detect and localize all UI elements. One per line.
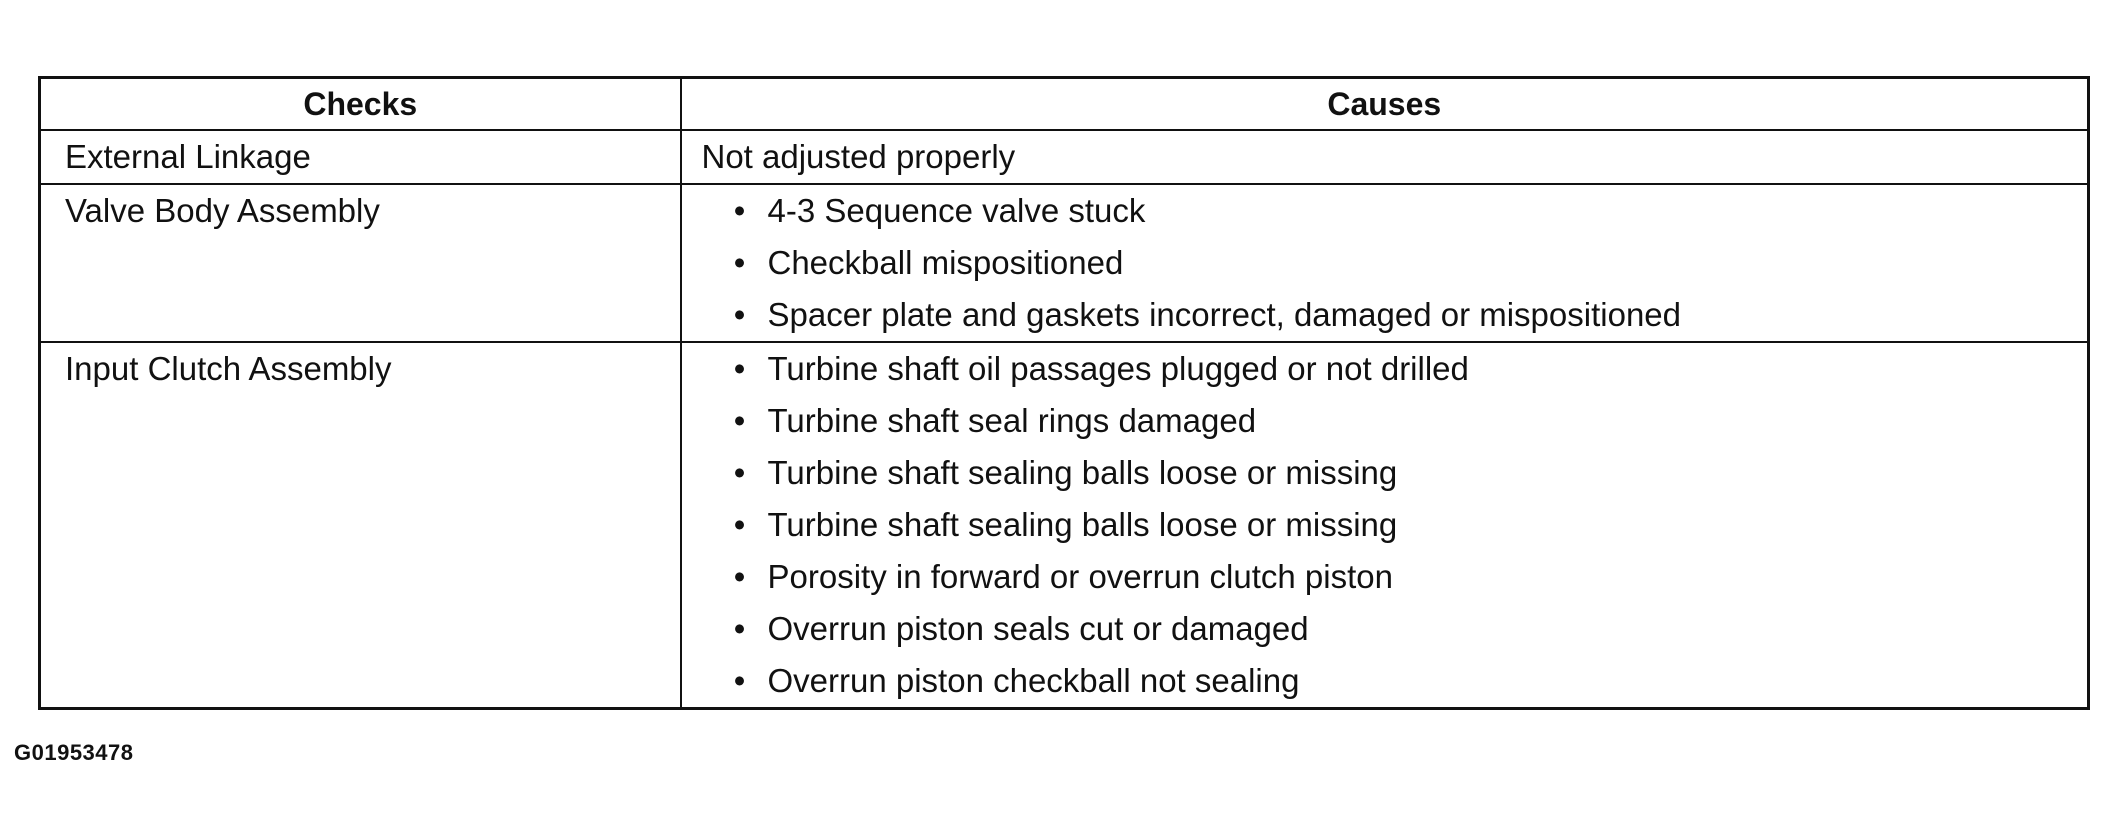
cause-cell	[681, 130, 2089, 184]
table-row	[40, 342, 2089, 709]
cause-list-item	[730, 395, 2088, 447]
check-label: Valve Body Assembly	[65, 192, 380, 229]
cause-list-item	[730, 185, 2088, 237]
cause-text: Turbine shaft seal rings damaged	[767, 402, 1257, 439]
cause-text: Turbine shaft oil passages plugged or not drilled	[767, 350, 1469, 387]
cause-list-item	[730, 499, 2088, 551]
bullet-icon: •	[733, 244, 746, 281]
bullet-icon: •	[733, 454, 746, 491]
cause-cell	[681, 342, 2089, 709]
cause-text: Turbine shaft sealing balls loose or missing	[767, 454, 1398, 491]
cause-list-item	[730, 447, 2088, 499]
bullet-icon: •	[733, 506, 746, 543]
cause-list-item	[730, 289, 2088, 341]
table-header-row	[40, 78, 2089, 131]
table-row	[40, 130, 2089, 184]
cause-text: Spacer plate and gaskets incorrect, damaged or mispositioned	[767, 296, 1682, 333]
cause-text: Turbine shaft sealing balls loose or missing	[767, 506, 1398, 543]
cause-list-item	[730, 343, 2088, 395]
cause-text: Checkball mispositioned	[767, 244, 1124, 281]
cause-list-item	[730, 237, 2088, 289]
cause-list	[682, 185, 2088, 341]
cause-list	[682, 343, 2088, 707]
checks-column-header: Checks	[40, 78, 681, 131]
bullet-icon: •	[733, 610, 746, 647]
check-cell	[40, 184, 681, 342]
figure-id: G01953478	[14, 740, 134, 765]
check-cell	[40, 342, 681, 709]
cause-cell	[681, 184, 2089, 342]
bullet-icon: •	[733, 350, 746, 387]
bullet-icon: •	[733, 662, 746, 699]
checks-causes-table	[38, 76, 2090, 710]
cause-text: Overrun piston checkball not sealing	[767, 662, 1300, 699]
bullet-icon: •	[733, 192, 746, 229]
cause-list-item	[730, 655, 2088, 707]
bullet-icon: •	[733, 402, 746, 439]
cause-text: Overrun piston seals cut or damaged	[767, 610, 1309, 647]
table-row	[40, 184, 2089, 342]
cause-list-item	[730, 551, 2088, 603]
cause-text: Porosity in forward or overrun clutch piston	[767, 558, 1393, 595]
cause-list-item	[730, 603, 2088, 655]
check-label: Input Clutch Assembly	[65, 350, 392, 387]
cause-text: Not adjusted properly	[701, 138, 1016, 175]
check-cell	[40, 130, 681, 184]
cause-text: 4-3 Sequence valve stuck	[767, 192, 1146, 229]
check-label: External Linkage	[65, 138, 311, 175]
bullet-icon: •	[733, 558, 746, 595]
bullet-icon: •	[733, 296, 746, 333]
causes-column-header: Causes	[681, 78, 2089, 131]
